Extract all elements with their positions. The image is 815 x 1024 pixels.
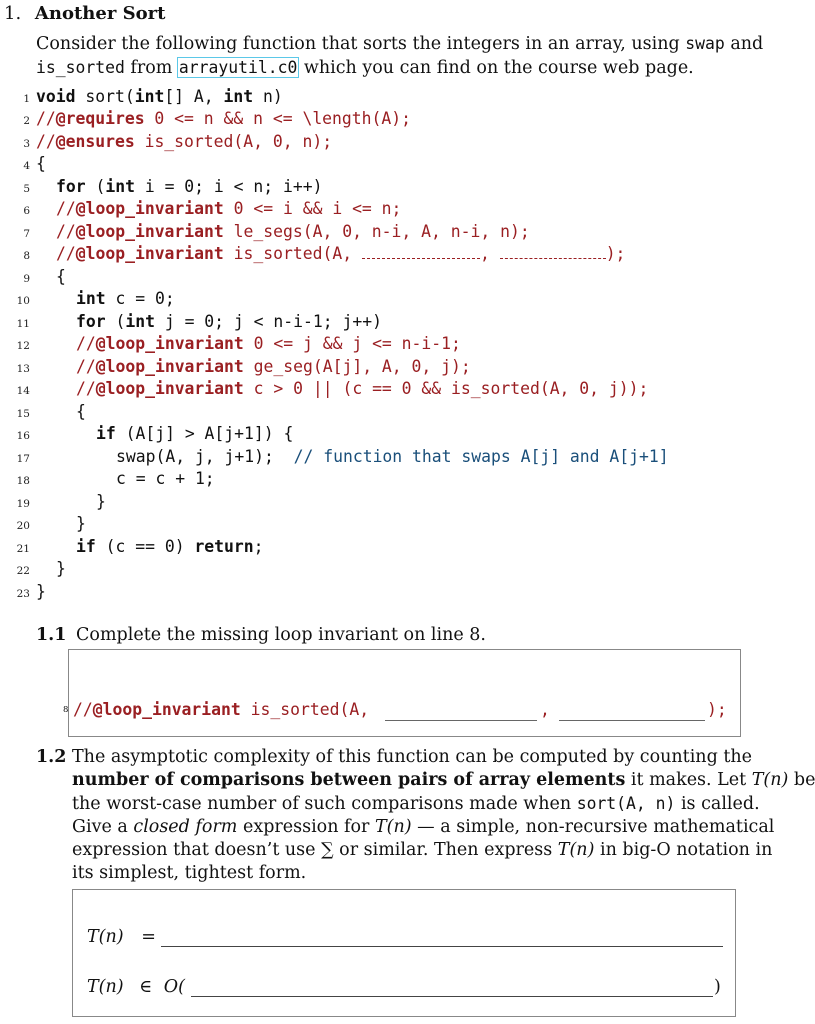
answer-blank-2[interactable] <box>559 720 705 721</box>
line-number: 12 <box>16 340 30 352</box>
line-number: 1 <box>23 93 30 105</box>
line-number: 20 <box>16 520 30 532</box>
code-line-11: for (int j = 0; j < n-i-1; j++) <box>76 312 382 331</box>
code-line-6: //@loop_invariant 0 <= i && i <= n; <box>56 199 402 218</box>
code-line-18: c = c + 1; <box>116 469 215 488</box>
line-number: 7 <box>23 228 30 240</box>
line-number: 11 <box>16 318 30 330</box>
question-1-1: 1.1 Complete the missing loop invariant on line 8. <box>36 625 486 645</box>
problem-intro: Consider the following function that sorts the integers in an array, using swap and is_sorted from arrayutil.c0 which you can find on the course web page. <box>36 34 764 78</box>
problem-heading <box>4 2 165 25</box>
code-line-14: //@loop_invariant c > 0 || (c == 0 && is_sorted(A, 0, j)); <box>76 379 649 398</box>
code-line-22: } <box>56 559 66 578</box>
line-number: 10 <box>16 295 30 307</box>
is-sorted-code: is_sorted <box>36 58 125 77</box>
line-number: 8 <box>63 705 69 715</box>
arrayutil-link[interactable]: arrayutil.c0 <box>178 58 298 77</box>
question-1-2: 1.2 The asymptotic complexity of this function can be computed by counting the number of comparisons between pairs of array elements it makes. Let T(n) be the worst-case number of such comparisons made when sort(A, n) is called. Give a closed form expression for T(n) — a simple, non-recursive mathematical expression that doesn’t use ∑ or similar. Then express T(n) in big-O notation in its simplest, tightest form. <box>36 747 815 883</box>
answer-blank-1[interactable] <box>385 720 537 721</box>
line-number: 22 <box>16 565 30 577</box>
code-line-8: //@loop_invariant is_sorted(A, , ); <box>56 244 626 263</box>
code-line-12: //@loop_invariant 0 <= j && j <= n-i-1; <box>76 334 461 353</box>
blank-2 <box>500 258 606 259</box>
t-n-equals: T(n) = <box>87 927 156 947</box>
answer-line-big-o[interactable] <box>191 996 713 997</box>
code-line-23: } <box>36 582 46 601</box>
line-number: 4 <box>23 160 30 172</box>
line-number: 23 <box>16 588 30 600</box>
code-line-5: for (int i = 0; i < n; i++) <box>56 177 323 196</box>
answer-line-closed-form[interactable] <box>161 946 723 947</box>
t-n-big-o: T(n) ∈ O( <box>87 977 185 997</box>
line-number: 16 <box>16 430 30 442</box>
code-line-17: swap(A, j, j+1); // function that swaps A[j] and A[j+1] <box>116 447 669 466</box>
line-number: 18 <box>16 475 30 487</box>
line-number: 5 <box>23 183 30 195</box>
code-line-19: } <box>96 492 106 511</box>
code-line-2: //@requires 0 <= n && n <= \length(A); <box>36 109 411 128</box>
code-line-13: //@loop_invariant ge_seg(A[j], A, 0, j); <box>76 357 471 376</box>
code-line-20: } <box>76 514 86 533</box>
line-number: 6 <box>23 205 30 217</box>
line-number: 17 <box>16 453 30 465</box>
code-line-4: { <box>36 154 46 173</box>
line-number: 9 <box>23 273 30 285</box>
code-line-7: //@loop_invariant le_segs(A, 0, n-i, A, n-i, n); <box>56 222 530 241</box>
code-line-9: { <box>56 267 66 286</box>
code-line-1: void sort(int[] A, int n) <box>36 87 283 106</box>
line-number: 13 <box>16 363 30 375</box>
answer-box-1-1[interactable]: 8 //@loop_invariant is_sorted(A, , ); <box>68 649 741 737</box>
problem-number: 1. <box>4 3 22 24</box>
line-number: 21 <box>16 543 30 555</box>
code-line-21: if (c == 0) return; <box>76 537 264 556</box>
line-number: 19 <box>16 498 30 510</box>
line-number: 3 <box>23 138 30 150</box>
line-number: 15 <box>16 408 30 420</box>
code-listing <box>0 86 776 606</box>
line-number: 2 <box>23 115 30 127</box>
code-line-10: int c = 0; <box>76 289 175 308</box>
line-number: 14 <box>16 385 30 397</box>
code-line-15: { <box>76 402 86 421</box>
blank-1 <box>362 258 480 259</box>
code-line-3: //@ensures is_sorted(A, 0, n); <box>36 132 333 151</box>
swap-code: swap <box>685 34 725 53</box>
code-line-16: if (A[j] > A[j+1]) { <box>96 424 294 443</box>
line-number: 8 <box>23 250 30 262</box>
answer-box-1-2[interactable]: T(n) = T(n) ∈ O( ) <box>72 889 736 1017</box>
answer-code-line: //@loop_invariant is_sorted(A, <box>73 700 379 719</box>
problem-title: Another Sort <box>34 3 166 24</box>
